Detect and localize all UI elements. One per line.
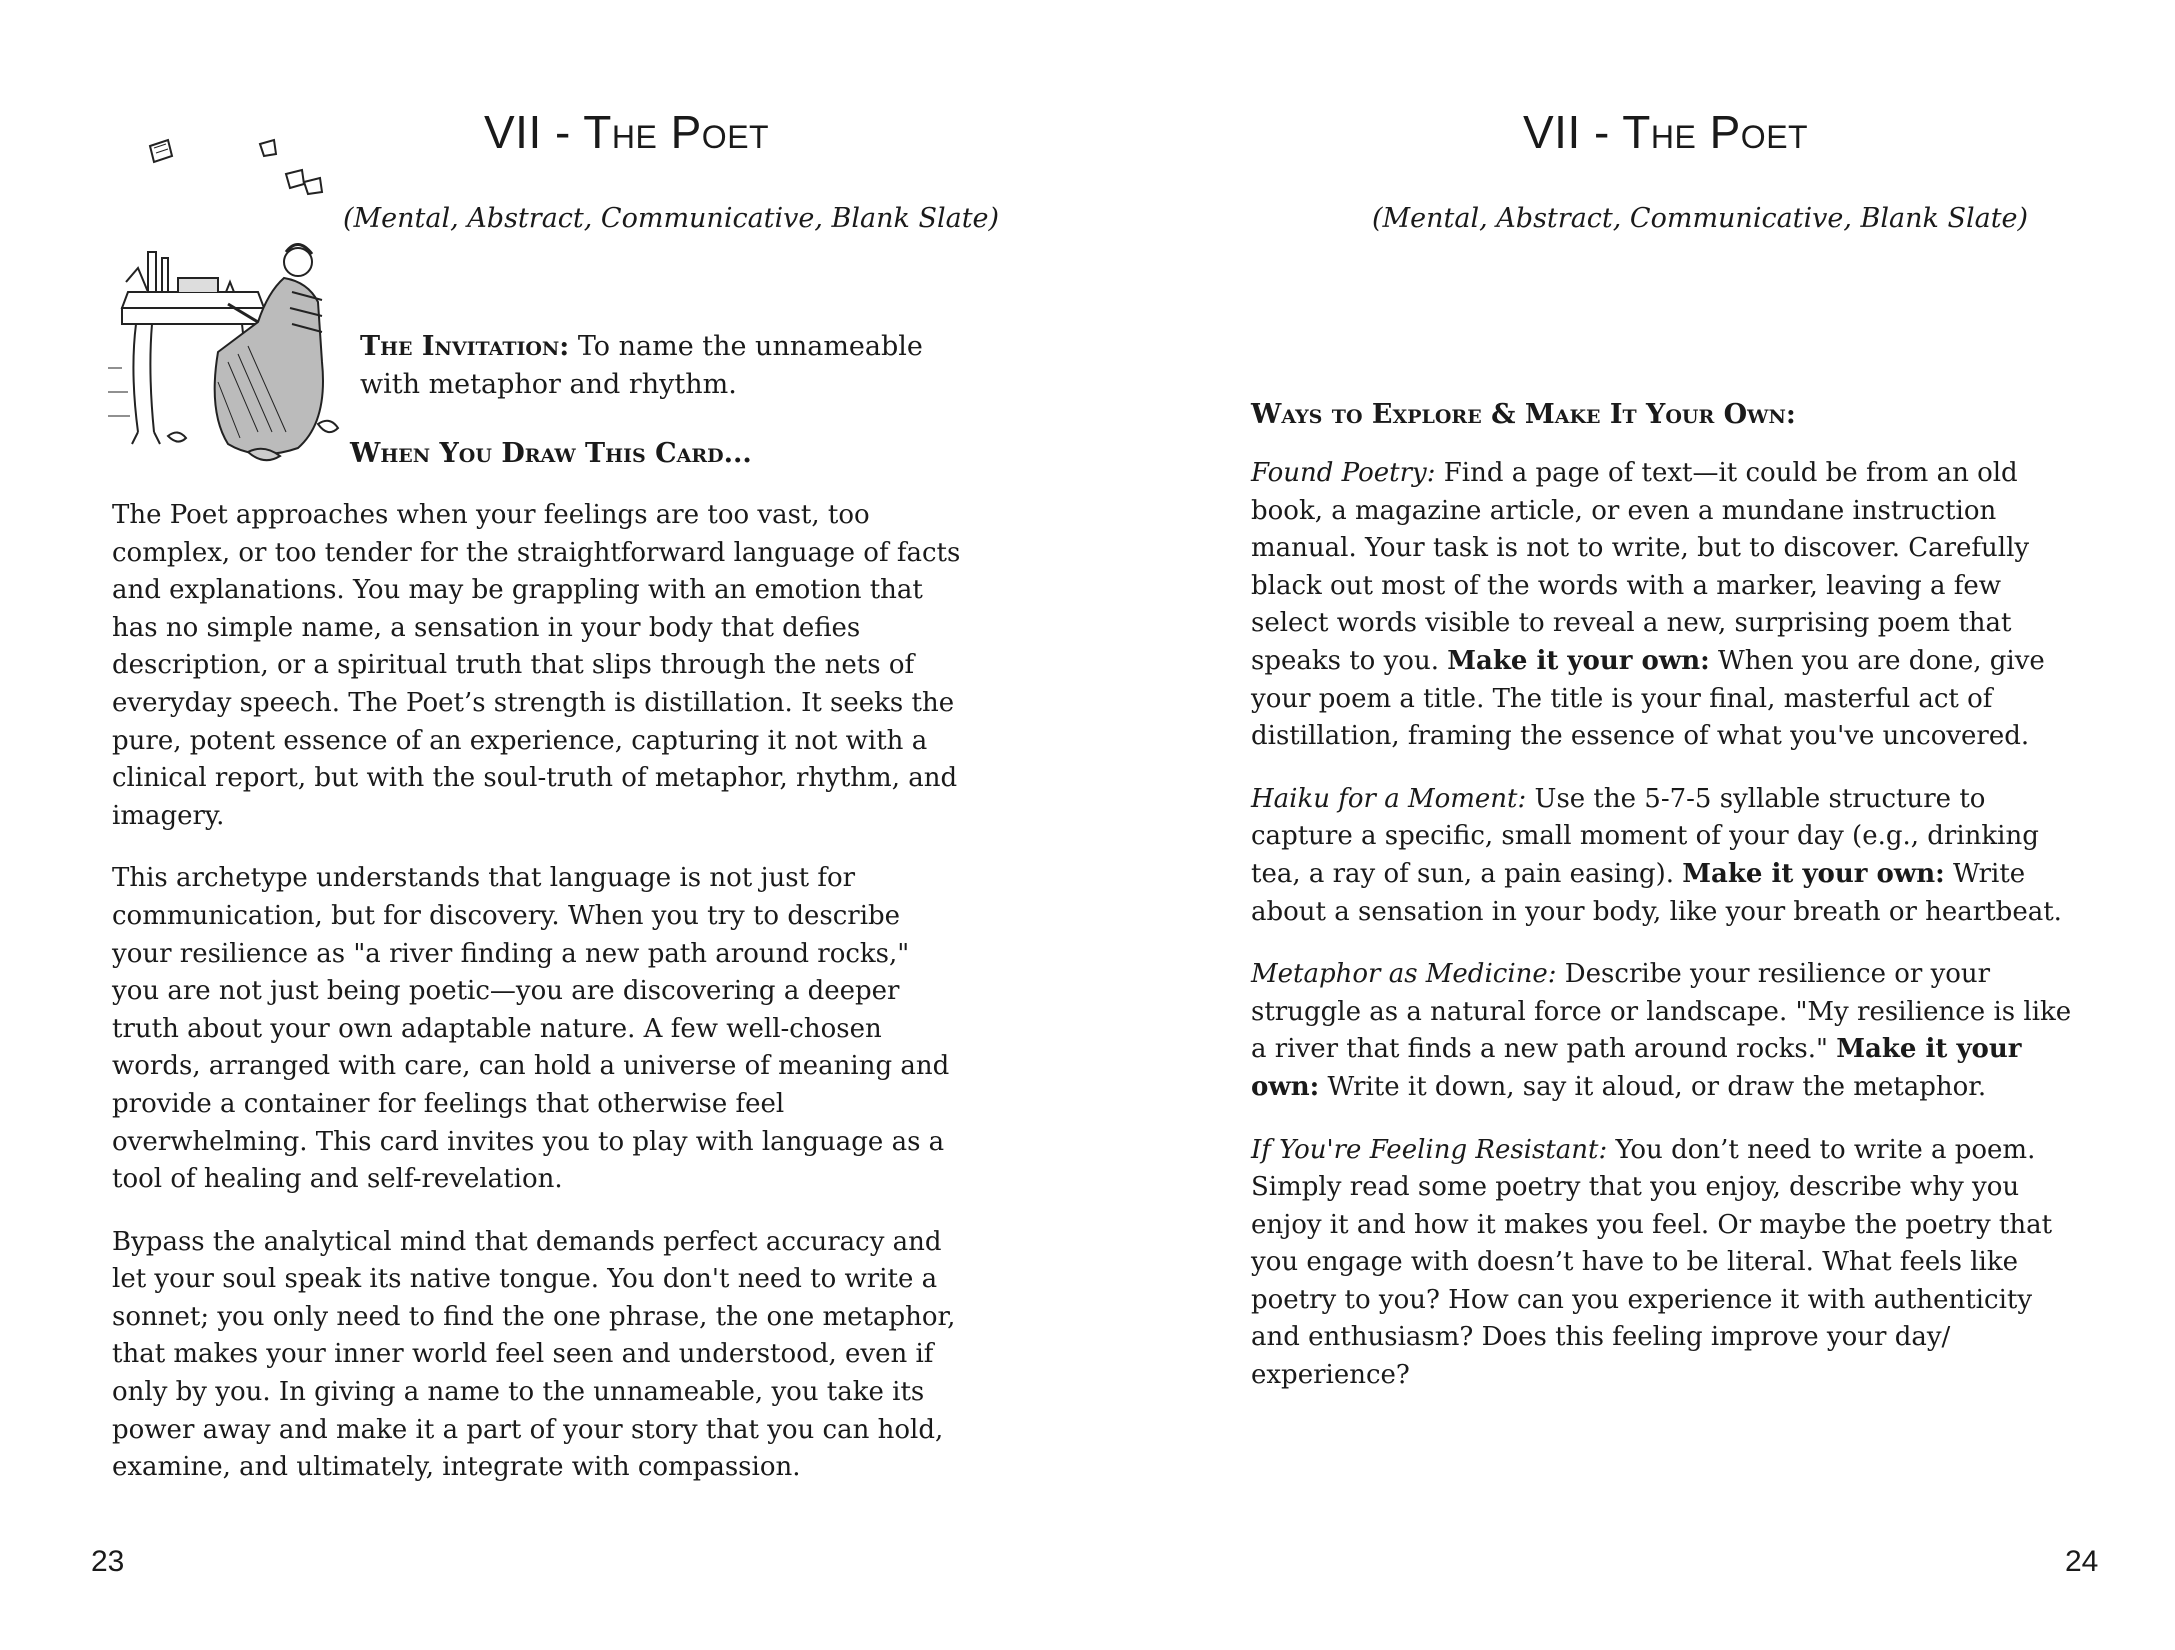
make-it-your-own-label: Make it your own: [1447,645,1710,676]
make-it-your-own-text: When you are done, give your poem a title. The title is your final, masterful act of distillation, framing the essence of what you've uncovered. [1251,645,2045,752]
card-keywords: (Mental, Abstract, Communicative, Blank Slate) [1372,203,2029,234]
paragraph: The Poet approaches when your feelings are too vast, too complex, or too tender for the straightforward language of facts and explanations. You may be grappling with an emotion that has no simple name, a sensation in your body that defies description, or a spiritual truth that slips through the nets of everyday speech. The Poet’s strength is distillation. It seeks the pure, potent essence of an experience, capturing it not with a clinical report, but with the soul-truth of metaphor, rhythm, and imagery. [112,500,961,831]
exercise-text: Use the 5-7-5 syllable structure to capture a specific, small moment of your day (e.g., drinking tea, a ray of sun, a pain easing). [1251,783,2039,889]
make-it-your-own-label: Make it your own: [1682,858,1945,889]
draw-card-heading: When You Draw This Card... [350,438,752,469]
ways-to-explore-heading: Ways to Explore & Make It Your Own: [1251,399,1796,430]
invitation-text: To name the unnameable with metaphor and rhythm. [360,331,923,400]
exercise-item [1251,455,2086,756]
exercise-text: You don’t need to write a poem. Simply read some poetry that you enjoy, describe why you enjoy it and how it makes you feel. Or maybe the poetry that you engage with doesn’t have to be literal. What feels like poetry to you? How can you experience it with authenticity and enthusiasm? Does this feeling improve your day/ experience? [1251,1134,2053,1391]
make-it-your-own-label: Make it your own: [1251,1034,2022,1102]
make-it-your-own-text: Write it down, say it aloud, or draw the metaphor. [1319,1071,1987,1102]
exercise-text: Find a page of text—it could be from an old book, a magazine article, or even a mundane instruction manual. Your task is not to write, but to discover. Carefully black out most of the words with a marker, leaving a few select words visible to reveal a new, surprising poem that speaks to you. [1251,458,2030,676]
exercise-item [1251,1132,2086,1395]
make-it-your-own-text: Write about a sensation in your body, like your breath or heartbeat. [1251,858,2062,927]
exercise-label: Found Poetry: [1251,458,1436,488]
exercise-label: If You're Feeling Resistant: [1251,1134,1608,1165]
invitation [360,328,960,404]
page-number: 24 [2065,1545,2099,1578]
left-page [0,0,1087,1650]
invitation-label: The Invitation: [360,331,570,362]
paragraph: This archetype understands that language is not just for communication, but for discovery. When you try to describe your resilience as "a river finding a new path around rocks," you are not just being poetic—you are discovering a deeper truth about your own adaptable nature. A few well-chosen words, arranged with care, can hold a universe of meaning and provide a container for feelings that otherwise feel overwhelming. This card invites you to play with language as a tool of healing and self-revelation. [112,863,950,1195]
exercise-text: Describe your resilience or your struggle as a natural force or landscape. "My resilience is like a river that finds a new path around rocks." [1251,959,2072,1065]
right-page [1087,0,2175,1650]
page-title: VII - The Poet [1523,106,1809,158]
card-description [112,497,962,1512]
exercise-item [1251,956,2086,1106]
exercise-label: Metaphor as Medicine: [1251,959,1557,990]
exercise-label: Haiku for a Moment: [1251,783,1527,814]
exercise-list [1251,455,2086,1420]
paragraph: Bypass the analytical mind that demands perfect accuracy and let your soul speak its native tongue. You don't need to write a sonnet; you only need to find the one phrase, the one metaphor, that makes your inner world feel seen and understood, even if only by you. In giving a name to the unnameable, you take its power away and make it a part of your story that you can hold, examine, and ultimately, integrate with compassion. [112,1226,956,1483]
card-keywords: (Mental, Abstract, Communicative, Blank Slate) [343,203,1000,234]
page-number: 23 [91,1545,125,1578]
poet-writing-illustration [108,132,344,468]
exercise-item [1251,781,2086,931]
page-title: VII - The Poet [484,106,770,158]
